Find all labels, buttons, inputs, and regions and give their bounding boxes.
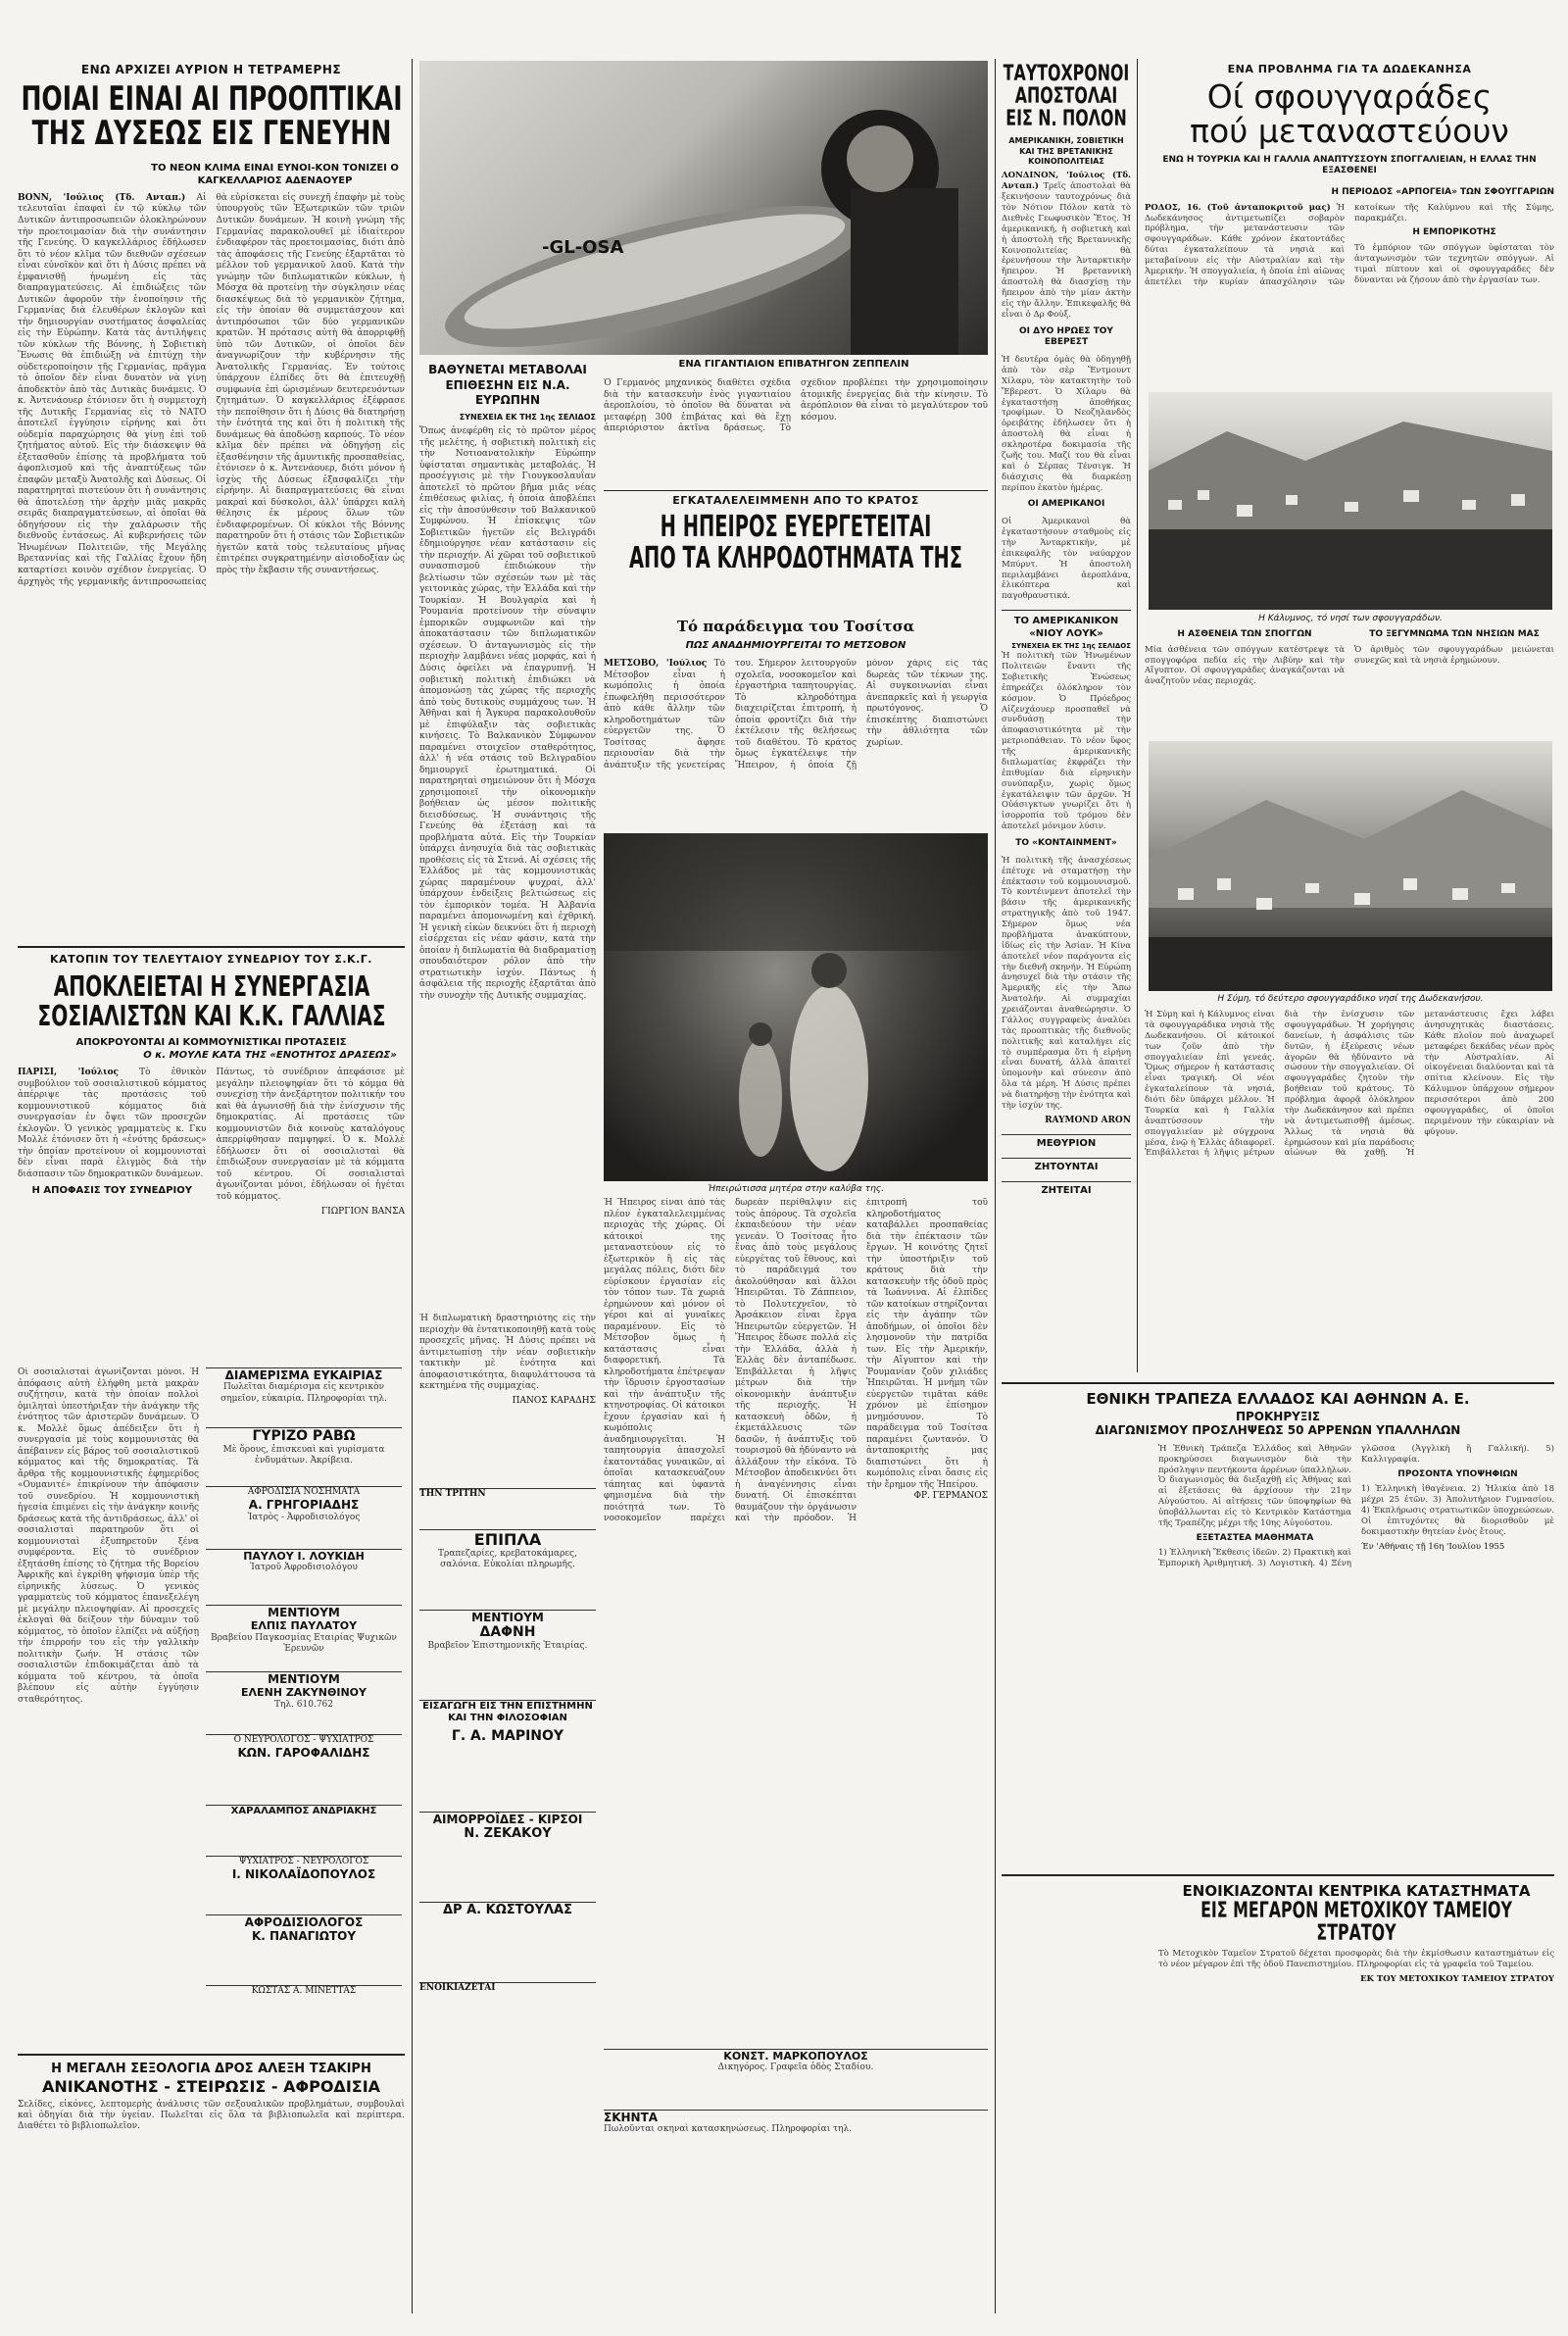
headline-line: Οί σφουγγαράδες xyxy=(1206,77,1493,117)
article-kicker: ΚΑΤΟΠΙΝ ΤΟΥ ΤΕΛΕΥΤΑΙΟΥ ΣΥΝΕΔΡΙΟΥ ΤΟΥ Σ.Κ.Γ. xyxy=(50,953,372,966)
article-subheadline: Ο κ. ΜΟΥΛΕ ΚΑΤΑ ΤΗΣ «ΕΝΟΤΗΤΟΣ ΔΡΑΣΕΩΣ» xyxy=(143,1050,397,1062)
dateline: ΡΟΔΟΣ, 16. (Τοῦ ἀνταποκριτοῦ μας) xyxy=(1145,202,1331,213)
article-zeppelin xyxy=(604,378,988,486)
notice-footer: Έν 'Αθήναις τῇ 16η 'Ιουλίου 1955 xyxy=(1361,1541,1505,1552)
article-sponge-final xyxy=(1145,1010,1554,1314)
body-text: Αἱ τελευταῖαι ἐπαφαὶ ἐν τῷ κύκλῳ τῶν Δυτικῶν ἀντιπροσωπειῶν ὁλοκληρώνουν τὴν προετοιμασίαν διὰ τὴν συνάντησιν τῆς Γενεύης. Ὁ καγκελλάριος ἐδήλωσεν ὅτι τὸ νέον κλῖμα τῶν διεθνῶν σχέσεων εἶναι εὐνοϊκὸν καὶ ὅτι ἡ Δύσις πρέπει νὰ ἐμφανισθῇ ἡνωμένη εἰς τὰς διαπραγματεύσεις. Αἱ ἐπιδιώξεις τῶν Δυτικῶν ἀφοροῦν τὴν ἑνοποίησιν τῆς Γερμανίας διὰ ἐλευθέρων ἐκλογῶν καὶ τὴν δημιουργίαν συστήματος ἀσφαλείας εἰς τὴν Εὐρώπην. Κατὰ τὰς ἀντιλήψεις τῶν κύκλων τῆς Βόννης, ἡ Σοβιετικὴ Ἕνωσις θὰ ἐπιδιώξῃ νὰ ἐπιτύχῃ τὴν οὐδετεροποίησιν τῆς Γερμανίας, πρᾶγμα τὸ ὁποῖον δὲν εἶναι δυνατὸν νὰ γίνῃ ἀποδεκτὸν ἀπὸ τὰς Δυτικὰς δυνάμεις. Ὁ κ. Ἀντενάουερ ἐτόνισεν ὅτι ἡ συμμετοχὴ τῆς Δυτικῆς Γερμανίας εἰς τὸ ΝΑΤΟ ἀποτελεῖ ἐγγύησιν εἰρήνης καὶ ὅτι οὐδεμία παραχώρησις θὰ γίνῃ ἐπὶ τοῦ ζητήματος αὐτοῦ. Εἰς τὴν διάσκεψιν θὰ ἐξετασθοῦν ἐπίσης τὰ προβλήματα τοῦ ἀφοπλισμοῦ καὶ τῆς ἀναπτύξεως τῶν ἐπαφῶν μεταξὺ Ἀνατολῆς καὶ Δύσεως. Οἱ παρατηρηταὶ πιστεύουν ὅτι ἡ συνάντησις θὰ ἀποτελέσῃ τὴν ἀρχὴν μιᾶς μακρᾶς σειρᾶς διαπραγματεύσεων, αἱ ὁποῖαι θὰ ὁδηγήσουν εἰς τὴν χαλάρωσιν τῆς διεθνοῦς ἐντάσεως. Αἱ κυβερνήσεις τῶν Ἡνωμένων Πολιτειῶν, τῆς Μεγάλης Βρεταννίας καὶ τῆς Γαλλίας ἔχουν ἤδη καταρτίσει κοινὸν σχέδιον ἐνεργείας. Ὁ ἀρχηγὸς τῆς γερμανικῆς ἀντιπροσωπείας θὰ εὑρίσκεται εἰς συνεχῆ ἐπαφὴν μὲ τοὺς ὑπουργοὺς τῶν Ἐξωτερικῶν τῶν τριῶν Δυτικῶν δυνάμεων. Ἡ κοινὴ γνώμη τῆς Γερμανίας παρακολουθεῖ μὲ ἰδιαίτερον ἐνδιαφέρον τὰς προετοιμασίας, διότι ἀπὸ τὰς ἀποφάσεις τῆς Γενεύης ἐξαρτᾶται τὸ μέλλον τοῦ γερμανικοῦ λαοῦ. Κατὰ τὴν γνώμην τῶν διπλωματικῶν κύκλων, ἡ Μόσχα θὰ προτείνῃ τὴν σύγκλησιν νέας διασκέψεως διὰ τὸ γερμανικὸν ζήτημα, εἰς τὴν ὁποίαν θὰ συμμετάσχουν καὶ ἀντιπρόσωποι τῶν δύο γερμανικῶν κρατῶν. Ἡ πρότασις αὐτὴ θὰ ἀπορριφθῇ ὑπὸ τῶν Δυτικῶν, οἱ ὁποῖοι δὲν ἀναγνωρίζουν τὴν κυβέρνησιν τῆς Ἀνατολικῆς Γερμανίας. Ἐν τούτοις ὑπάρχουν ἐλπίδες ὅτι θὰ ἐπιτευχθῇ συμφωνία ἐπὶ ὡρισμένων δευτερευόντων ζητημάτων. Ὁ καγκελλάριος ἐξέφρασε τὴν πεποίθησιν ὅτι ἡ Δύσις θὰ διατηρήσῃ τὴν ἑνότητά της καὶ ὅτι ἡ πολιτικὴ τῆς δυνάμεως θὰ ἀποδώσῃ καρπούς. Τὸ νέον κλῖμα δὲν πρέπει νὰ ὁδηγήσῃ εἰς ἐξασθένησιν τῆς ἀμυντικῆς προσπαθείας, ἐτόνισεν ὁ κ. Ἀντενάουερ, διότι μόνον ἡ ἰσχὺς τῆς Δύσεως ἐξασφαλίζει τὴν εἰρήνην. Αἱ διαπραγματεύσεις θὰ εἶναι μακραὶ καὶ δύσκολοι, ἀλλ' ὑπάρχει καλὴ θέλησις ἐκ μέρους ὅλων τῶν ἐνδιαφερομένων. Οἱ κύκλοι τῆς Βόννης παρατηροῦν ὅτι ἡ στάσις τῶν Σοβιετικῶν ἡγετῶν κατὰ τοὺς τελευταίους μῆνας ἐπιτρέπει συγκρατημένην αἰσιοδοξίαν ὡς πρὸς τὴν ἔκβασιν τῆς συναντήσεως. xyxy=(18,192,405,587)
section-divider xyxy=(18,946,405,948)
ad-text: Τηλ. 610.762 xyxy=(273,1699,334,1710)
notice-body xyxy=(1158,1949,1554,1985)
ad-mentium-zakynthinou xyxy=(206,1671,402,1733)
ad-zekakou xyxy=(419,1812,596,1901)
ad-loukidis xyxy=(206,1549,402,1604)
ad-title: ΕΠΙΠΛΑ xyxy=(473,1530,542,1549)
body-text: Ὁ Γερμανὸς μηχανικὸς διαθέτει σχέδια διὰ τὴν κατασκευὴν ἑνὸς γιγαντιαίου ἀεροπλοίου, τὸ ὁποῖον θὰ δύναται νὰ μεταφέρῃ 300 ἐπιβάτας καὶ θὰ ἔχῃ ἀπεριόριστον ἀκτῖνα δράσεως. Τὸ σχέδιον προβλέπει τὴν χρησιμοποίησιν ἀτομικῆς ἐνεργείας διὰ τὴν κίνησιν. Τὸ ἀερόπλοιον θὰ εἶναι τὸ μεγαλύτερον τοῦ κόσμου. xyxy=(604,378,988,434)
signature: ΦΡ. ΓΕΡΜΑΝΟΣ xyxy=(913,1491,988,1502)
ad-title: ΑΦΡΟΔΙΣΙΟΛΟΓΟΣ xyxy=(244,1915,364,1929)
photo-kalymnos xyxy=(1149,392,1552,610)
body-text: Μία ἀσθένεια τῶν σπόγγων κατέστρεψε τὰ σπογγοφόρα πεδία εἰς τὴν Λιβύην καὶ τὴν Αἴγυπτον. Οἱ σφουγγαράδες ἀναγκάζονται νὰ ἀναζητοῦν νέας περιοχάς. xyxy=(1145,644,1345,687)
body-text: 1) Ἑλληνικὴ ἰθαγένεια. 2) Ἡλικία ἀπὸ 18 μέχρι 25 ἐτῶν. 3) Ἀπολυτήριον Γυμνασίου. 4) Ἐκπλήρωσις στρατιωτικῶν ὑποχρεώσεων. Οἱ ἐπιτυχόντες θὰ διορισθοῦν μὲ δοκιμαστικὴν θητείαν ἑνὸς ἔτους. xyxy=(1361,1484,1554,1537)
headline-line: ΕΙΣ Ν. ΠΟΛΟΝ xyxy=(1005,107,1127,132)
section-heading: ΕΞΕΤΑΣΤΕΑ ΜΑΘΗΜΑΤΑ xyxy=(1196,1532,1314,1543)
article-subheadline: ΠΩΣ ΑΝΑΔΗΜΙΟΥΡΓΕΙΤΑΙ ΤΟ ΜΕΤΣΟΒΟΝ xyxy=(685,640,906,651)
article-subheadline: ΑΠΟΚΡΟΥΟΝΤΑΙ ΑΙ ΚΟΜΜΟΥΝΙΣΤΙΚΑΙ ΠΡΟΤΑΣΕΙΣ xyxy=(75,1037,347,1049)
article-body xyxy=(18,193,405,919)
ad-title: ΕΝΟΙΚΙΑΖΕΤΑΙ xyxy=(419,1983,496,1993)
body-text: Τὸ ἐμπόριον τῶν σπόγγων ὑφίσταται τὸν ἀνταγωνισμὸν τῶν τεχνητῶν σπόγγων. Αἱ τιμαὶ πίπτουν καὶ οἱ σφουγγαράδες δὲν δύνανται νὰ ζήσουν ἀπὸ τὴν ἐργασίαν των. xyxy=(1354,243,1554,285)
ad-name: ΚΟΝΣΤ. ΜΑΡΚΟΠΟΥΛΟΣ xyxy=(723,2050,868,2063)
photo-town xyxy=(1149,741,1552,991)
headline-line: ΣΟΣΙΑΛΙΣΤΩΝ ΚΑΙ Κ.Κ. ΓΑΛΛΙΑΣ xyxy=(37,999,386,1032)
notice-body xyxy=(1158,1444,1554,1846)
ad-minettas xyxy=(206,1985,402,2035)
ad-text: Τραπεζαρίες, κρεβατοκάμαρες, σαλόνια. Εὐκολίαι πληρωμῆς. xyxy=(438,1549,577,1570)
ad-name: Α. ΓΡΗΓΟΡΙΑΔΗΣ xyxy=(248,1498,360,1513)
photo-harbor xyxy=(1149,392,1552,610)
ad-title: ΨΥΧΙΑΤΡΟΣ - ΝΕΥΡΟΛΟΓΟΣ xyxy=(238,1857,369,1866)
ad-panagiotou xyxy=(206,1914,402,1984)
body-text: Ἡ Σύμη καὶ ἡ Κάλυμνος εἶναι τὰ σφουγγαράδικα νησιὰ τῆς Δωδεκανήσου. Οἱ κάτοικοί των ζοῦν ἀπὸ τὴν σπογγαλιείαν ἐπὶ γενεάς. Ὅμως σήμερον ἡ κατάστασις εἶναι τραγική. Οἱ νέοι ἐγκαταλείπουν τὰ νησιά, διότι δὲν ὑπάρχει μέλλον. Ἡ Τουρκία καὶ ἡ Γαλλία ἀναπτύσσουν τὴν σπογγαλιείαν μὲ σύγχρονα μέσα, ἐνῷ ἡ Ἑλλὰς ἀδιαφορεῖ. Ἐπιβάλλεται ἡ λῆψις μέτρων διὰ τὴν ἐνίσχυσιν τῶν σφουγγαράδων. Ἡ χορήγησις δανείων, ἡ ἀσφάλισις τῶν δυτῶν, ἡ ἐξεύρεσις νέων ἀγορῶν θὰ ἠδύναντο νὰ σώσουν τὴν σπογγαλιείαν. Οἱ σφουγγαράδες ζητοῦν τὴν βοήθειαν τοῦ κράτους. Τὸ πρόβλημα ἀφορᾷ ὁλόκληρον τὴν Δωδεκάνησον καὶ πρέπει νὰ ἀντιμετωπισθῇ ἀμέσως. Ἄλλως τὰ νησιὰ θὰ ἐρημώσουν καὶ μία παράδοσις αἰώνων θὰ χαθῇ. Ἡ μετανάστευσις ἔχει λάβει ἀνησυχητικὰς διαστάσεις. Κάθε πλοῖον ποὺ ἀναχωρεῖ μεταφέρει δεκάδας νέων πρὸς τὴν Αὐστραλίαν. Αἱ οἰκογένειαι διαλύονται καὶ τὰ σπίτια κλείνουν. Εἰς τὴν Κάλυμνον ὑπάρχουν σήμερον περισσότεροι ἀπὸ 200 σφουγγαράδες, οἱ ὁποῖοι περιμένουν τὴν εὐκαιρίαν νὰ φύγουν. xyxy=(1145,1010,1554,1159)
section-heading: ΤΟ «ΚΟΝΤΑΙΝΜΕΝΤ» xyxy=(1015,838,1117,849)
ad-garofalidis xyxy=(206,1734,402,1804)
ad-apartment xyxy=(206,1367,402,1425)
signature: ΓΙΩΡΓΙΟΝ ΒΑΝΣΑ xyxy=(320,1207,405,1218)
ad-skinta xyxy=(604,2110,988,2169)
ad-title: ΑΙΜΟΡΡΟΪΔΕΣ - ΚΙΡΣΟΙ xyxy=(432,1813,583,1826)
ad-subtitle: ΑΝΙΚΑΝΟΤΗΣ - ΣΤΕΙΡΩΣΙΣ - ΑΦΡΟΔΙΣΙΑ xyxy=(41,2076,381,2096)
article-sponge-cont xyxy=(1145,629,1554,737)
headline-line: Η ΗΠΕΙΡΟΣ ΕΥΕΡΓΕΤΕΙΤΑΙ xyxy=(660,510,932,545)
notice-footer: ΕΚ ΤΟΥ ΜΕΤΟΧΙΚΟΥ ΤΑΜΕΙΟΥ ΣΤΡΑΤΟΥ xyxy=(1360,1973,1554,1984)
section-heading: Η ΑΣΘΕΝΕΙΑ ΤΩΝ ΣΠΟΓΓΩΝ xyxy=(1177,629,1312,639)
body-text: Ἡ Ἐθνικὴ Τράπεζα Ἑλλάδος καὶ Ἀθηνῶν προκηρύσσει διαγωνισμὸν διὰ τὴν πρόσληψιν πεντήκοντα ἀρρένων ὑπαλλήλων. Ὁ διαγωνισμὸς θὰ διεξαχθῇ εἰς Ἀθήνας καὶ αἱ ἐξετάσεις θὰ ἀρχίσουν τὴν 21ην Αὐγούστου. Αἱ αἰτήσεις τῶν ὑποψηφίων θὰ ὑποβάλλωνται εἰς τὸ Κεντρικὸν Κατάστημα τῆς Τραπέζης μέχρι τῆς 10ης Αὐγούστου. xyxy=(1158,1443,1351,1528)
body-text: Τὸ Μέτσοβον εἶναι ἡ κωμόπολις ἡ ὁποία ἐπωφελήθη περισσότερον ἀπὸ κάθε ἄλλην τῶν κληροδοτημάτων τῶν εὐεργετῶν της. Ὁ Τοσίτσας ἄφησε περιουσίαν διὰ τὴν ἀνάπτυξιν τῆς γενετείρας του. Σήμερον λειτουργοῦν σχολεῖα, νοσοκομεῖον καὶ ἐργαστήρια ταπητουργίας. Τὸ κληροδότημα διαχειρίζεται ἐπιτροπή, ἡ ὁποία φροντίζει διὰ τὴν ἐκτέλεσιν τῆς θελήσεως τοῦ διαθέτου. Τὸ κράτος ὅμως ἐγκατέλειψε τὴν Ἤπειρον, ἡ ὁποία ζῇ μόνον χάρις εἰς τὰς δωρεὰς τῶν τέκνων της. Αἱ συγκοινωνίαι εἶναι ἀνεπαρκεῖς καὶ ἡ γεωργία πρωτόγονος. Ὁ ἐπισκέπτης διαπιστώνει τὴν ἀθλιότητα τῶν χωρίων. xyxy=(604,659,988,770)
headline-line: ΑΠΟΣΤΟΛΑΙ xyxy=(1014,84,1118,110)
ad-name: ΠΑΥΛΟΥ Ι. ΛΟΥΚΙΔΗ xyxy=(243,1550,365,1563)
notice-army-fund xyxy=(1002,1874,1554,2049)
signature: RAYMOND ARON xyxy=(1045,1115,1131,1125)
body-text: Τὸ Μετοχικὸν Ταμεῖον Στρατοῦ δέχεται προσφορὰς διὰ τὴν ἐκμίσθωσιν καταστημάτων εἰς τὸ νέον μέγαρον ἐπὶ τῆς ὁδοῦ Πανεπιστημίου. Πληροφορίαι εἰς τὰ γραφεῖα τοῦ Ταμείου. xyxy=(1158,1949,1554,1970)
section-heading: ΠΡΟΣΟΝΤΑ ΥΠΟΨΗΦΙΩΝ xyxy=(1397,1468,1518,1479)
section-heading: Η ΕΜΠΟΡΙΚΟΤΗΣ xyxy=(1412,227,1496,238)
article-subheadline: ΕΝΩ Η ΤΟΥΡΚΙΑ ΚΑΙ Η ΓΑΛΛΙΑ ΑΝΑΠΤΥΣΣΟΥΝ ΣΠΟΓΓΑΛΙΕΙΑΝ, Η ΕΛΛΑΣ ΤΗΝ ΕΞΑΣΘΕΝΕΙ xyxy=(1162,154,1537,176)
photo-caption: ΕΝΑ ΓΙΓΑΝΤΙΑΙΟΝ ΕΠΙΒΑΤΗΓΟΝ ΖΕΠΠΕΛΙΝ xyxy=(678,359,909,370)
article-epirus-cont xyxy=(604,1198,988,2041)
ad-text: Βραβεῖον Ἐπιστημονικῆς Ἑταιρίας. xyxy=(427,1641,588,1652)
article-body xyxy=(1002,171,1131,1197)
article-body xyxy=(1145,203,1554,374)
ad-mentium-dafni xyxy=(419,1610,596,1699)
ad-andriakis xyxy=(206,1805,402,1855)
column-rule xyxy=(412,59,413,2313)
body-text: Ἡ Ἤπειρος εἶναι ἀπὸ τὰς πλέον ἐγκαταλελειμμένας περιοχὰς τῆς χώρας. Οἱ κάτοικοί της μεταναστεύουν εἰς τὸ ἐξωτερικὸν ἢ εἰς τὰς μεγάλας πόλεις, διότι δὲν εὑρίσκουν ἐργασίαν εἰς τὸν τόπον των. Τὰ χωριὰ ἐρημώνουν καὶ μόνον οἱ γέροι καὶ αἱ γυναῖκες παραμένουν. Εἰς τὸ Μέτσοβον ὅμως ἡ κατάστασις εἶναι διαφορετική. Τὰ κληροδοτήματα ἐπέτρεψαν τὴν ἵδρυσιν ἐργοστασίων καὶ τὴν ἀνάπτυξιν τῆς κτηνοτροφίας. Οἱ κάτοικοι ἔχουν ἐργασίαν καὶ ἡ κωμόπολις ἀναδημιουργεῖται. Ἡ ταπητουργία ἀπασχολεῖ ἑκατοντάδας γυναικῶν, αἱ ὁποῖαι κατασκευάζουν τάπητας καὶ ὑφαντὰ φημισμένα διὰ τὴν ποιότητά των. Τὸ νοσοκομεῖον παρέχει δωρεὰν περίθαλψιν εἰς τοὺς ἀπόρους. Τὰ σχολεῖα ἐκπαιδεύουν τὴν νέαν γενεάν. Ὁ Τοσίτσας ἦτο ἕνας ἀπὸ τοὺς μεγάλους εὐεργέτας τοῦ ἔθνους, καὶ τὸ παράδειγμά του ἀκολούθησαν καὶ ἄλλοι Ἠπειρῶται. Τὸ Ζάππειον, τὸ Πολυτεχνεῖον, τὸ Ἀρσάκειον εἶναι ἔργα Ἠπειρωτῶν εὐεργετῶν. Ἡ Ἤπειρος ἔδωσε πολλά εἰς τὴν Ἑλλάδα, ἀλλὰ ἡ Ἑλλὰς δὲν ἀνταπέδωσε. Ἐπιβάλλεται ἡ λῆψις μέτρων διὰ τὴν οἰκονομικὴν ἀνάπτυξιν τῆς περιοχῆς. Ἡ κατασκευὴ ὁδῶν, ἡ ἐκμετάλλευσις τῶν δασῶν, ἡ ἀνάπτυξις τοῦ τουρισμοῦ θὰ ἠδύναντο νὰ ἀλλάξουν τὴν εἰκόνα. Τὸ Μέτσοβον ἀποδεικνύει ὅτι ἡ ἀναγέννησις εἶναι δυνατή. Οἱ ἐπισκέπται θαυμάζουν τὴν ὀργάνωσιν καὶ τὴν πρόοδον. Ἡ ἐπιτροπὴ τοῦ κληροδοτήματος καταβάλλει προσπαθείας διὰ τὴν ἐπέκτασιν τῶν ἔργων. Ἡ κοινότης ζητεῖ τὴν ὑποστήριξιν τοῦ κράτους διὰ τὴν κατασκευὴν τῆς ὁδοῦ πρὸς τὰ Ἰωάννινα. Αἱ ἐλπίδες τῶν κατοίκων στηρίζονται εἰς τὴν ἀγάπην τῶν ἀποδήμων, οἱ ὁποῖοι δὲν λησμονοῦν τὴν πατρίδα των. Εἰς τὴν Ἀμερικήν, τὴν Αἴγυπτον καὶ τὴν Ῥουμανίαν ζοῦν χιλιάδες Ἠπειρῶται. Ἡ μνήμη τῶν εὐεργετῶν τιμᾶται κάθε χρόνον μὲ ἐπίσημον μνημόσυνον. Τὸ παράδειγμα τοῦ Τοσίτσα παραμένει ζωντανόν. Ὁ ἀνταποκριτὴς μας διαπιστώνει ὅτι ἡ κωμόπολις εἶναι ὄασις εἰς τὴν ἔρημον τῆς Ἠπείρου. xyxy=(604,1198,988,1524)
ad-title: ΜΕΝΤΙΟΥΜ xyxy=(268,1606,340,1619)
ad-epipla xyxy=(419,1529,596,1609)
body-text: Ἡ πολιτικὴ τῶν Ἡνωμένων Πολιτειῶν ἔναντι τῆς Σοβιετικῆς Ἑνώσεως ἐπηρεάζει ὁλόκληρον τὸν κόσμον. Ὁ Πρόεδρος Αἰζενχάουερ προσπαθεῖ νὰ συνδυάσῃ τὴν ἀποφασιστικότητα μὲ τὴν μετριοπάθειαν. Τὸ νέον ὕφος τῆς ἀμερικανικῆς διπλωματίας ἐκφράζει τὴν ἐπιθυμίαν διὰ εἰρηνικὴν συνύπαρξιν, χωρὶς ὅμως ἐγκατάλειψιν τῶν ἀρχῶν. Ἡ Οὐάσιγκτων γνωρίζει ὅτι ἡ ἰσορροπία τοῦ τρόμου δὲν ἀποτελεῖ μόνιμον λύσιν. xyxy=(1002,651,1131,832)
zeppelin-illustration xyxy=(419,61,988,355)
section-heading: ΤΟ ΑΜΕΡΙΚΑΝΙΚΟΝ «ΝΙΟΥ ΛΟΥΚ» xyxy=(1002,610,1131,640)
ad-text: Σελίδες, εἰκόνες, λεπτομερὴς ἀνάλυσις τῶν σεξουαλικῶν προβλημάτων, συμβουλαὶ καὶ ὁδηγίαι διὰ τὴν ὑγείαν. Πωλεῖται εἰς ὅλα τὰ βιβλιοπωλεῖα καὶ περίπτερα. Διαθέτει τὸ βιβλιοπωλεῖον. xyxy=(18,2099,405,2132)
article-ne-europe-cont xyxy=(419,1314,596,1485)
signature: ΠΑΝΟΣ ΚΑΡΑΔΗΣ xyxy=(512,1395,596,1406)
ad-name: Κ. ΠΑΝΑΓΙΩΤΟΥ xyxy=(251,1929,357,1944)
ad-gyrizo xyxy=(206,1427,402,1485)
ad-text: Πωλοῦνται σκηναὶ κατασκηνώσεως. Πληροφορίαι τηλ. xyxy=(604,2124,853,2135)
notice-national-bank xyxy=(1002,1382,1554,1874)
ad-kostoulas xyxy=(419,1902,596,1981)
section-heading: Η ΠΕΡΙΟΔΟΣ «ΑΡΠΟΓΕΙΑ» ΤΩΝ ΣΦΟΥΓΓΑΡΙΩΝ xyxy=(1331,186,1554,197)
ad-title: ΖΗΤΕΙΤΑΙ xyxy=(1002,1181,1131,1197)
ad-name: Ι. ΝΙΚΟΛΑΪΔΟΠΟΥΛΟΣ xyxy=(231,1867,376,1882)
photo-caption: Ήπειρώτισσα μητέρα στην καλύβα της. xyxy=(708,1184,884,1194)
notice-subtitle: ΠΡΟΚΗΡΥΞΙΣ xyxy=(1235,1410,1321,1423)
dateline: ΜΕΤΣΟΒΟ, 'Ιούλιος xyxy=(604,659,708,669)
continued-label: ΣΥΝΕΧΕΙΑ ΕΚ ΤΗΣ 1ης ΣΕΛΙΔΟΣ xyxy=(1011,642,1131,651)
headline-line: ΑΠΟ ΤΑ ΚΛΗΡΟΔΟΤΗΜΑΤΑ ΤΗΣ xyxy=(628,540,963,575)
ad-grigoriadis xyxy=(206,1486,402,1548)
ad-title: ΜΕΝΤΙΟΥΜ xyxy=(471,1611,544,1624)
ad-name: ΚΩΝ. ΓΑΡΟΦΑΛΙΔΗΣ xyxy=(237,1746,370,1761)
column-rule xyxy=(1137,59,1138,1372)
dateline: ΒΟΝΝ, 'Ιούλιος (Τδ. Ανταπ.) xyxy=(18,192,186,203)
ad-text: Μὲ ὅρους, ἐπισκευαὶ καὶ γυρίσματα ἐνδυμάτων. Ἀκρίβεια. xyxy=(222,1444,385,1466)
article-body xyxy=(604,659,988,830)
ad-markopoulos xyxy=(604,2049,988,2109)
ad-nikolaidopoulos xyxy=(206,1856,402,1914)
body-text: Ἡ διπλωματικὴ δραστηριότης εἰς τὴν περιοχὴν θὰ ἐντατικοποιηθῇ κατὰ τοὺς προσεχεῖς μῆνας. Ἡ Δύσις πρέπει νὰ ἀντιμετωπίσῃ τὴν νέαν σοβιετικὴν τακτικὴν μὲ ἑνότητα καὶ ἀποφασιστικότητα, διαφυλάττουσα τὰ κεκτημένα τῆς συμμαχίας. xyxy=(419,1314,596,1392)
section-divider xyxy=(604,490,988,491)
ad-title: ΖΗΤΟΥΝΤΑΙ xyxy=(1002,1158,1131,1173)
ad-name: ΧΑΡΑΛΑΜΠΟΣ ΑΝΔΡΙΑΚΗΣ xyxy=(230,1806,377,1816)
ad-tritin xyxy=(419,1488,596,1528)
article-body xyxy=(419,426,596,1309)
article-headline xyxy=(1002,63,1131,130)
article-headline xyxy=(24,972,400,1030)
ad-sexology xyxy=(18,2054,405,2173)
article-headline: ΒΑΘΥΝΕΤΑΙ ΜΕΤΑΒΟΛΑΙ ΕΠΙΘΕΣΗΝ ΕΙΣ Ν.Α. ΕΥΡΩΠΗΝ xyxy=(428,363,587,408)
ad-text: Ἰατρὸς - Ἀφροδισιολόγος xyxy=(247,1512,361,1522)
notice-subtitle: ΔΙΑΓΩΝΙΣΜΟΥ ΠΡΟΣΛΗΨΕΩΣ 50 ΑΡΡΕΝΩΝ ΥΠΑΛΛΗΛΩΝ xyxy=(1095,1423,1461,1438)
ad-name: Ν. ΖΕΚΑΚΟΥ xyxy=(464,1826,552,1842)
ad-title: Ο ΝΕΥΡΟΛΟΓΟΣ - ΨΥΧΙΑΤΡΟΣ xyxy=(233,1735,374,1745)
photo-label: -GL-OSA xyxy=(542,237,624,258)
headline-line: ΤΑΥΤΟΧΡΟΝΟΙ xyxy=(1003,63,1130,86)
article-subheadline: ΤΟ ΝΕΟΝ ΚΛΙΜΑ ΕΙΝΑΙ ΕΥΝΟΙ-ΚΟΝ ΤΟΝΙΖΕΙ Ο ΚΑΓΚΕΛΛΑΡΙΟΣ ΑΔΕΝΑΟΥΕΡ xyxy=(151,162,399,186)
ad-text: Βραβείου Παγκοσμίας Εταιρίας Ψυχικῶν Ἐρευνῶν xyxy=(211,1632,397,1654)
article-geneva xyxy=(18,63,405,945)
ad-marinou xyxy=(419,1700,596,1811)
body-text: Τὸ ἐθνικὸν συμβούλιον τοῦ σοσιαλιστικοῦ κόμματος ἀπέρριψε τὰς προτάσεις τοῦ κομμουνιστικοῦ κόμματος διὰ συνεργασίαν ἐν ὄψει τῶν προσεχῶν ἐκλογῶν. Ὁ γενικὸς γραμματεὺς κ. Γκυ Μολλὲ ἐτόνισεν ὅτι ἡ «ἑνότης δράσεως» τὴν ὁποίαν προτείνουν οἱ κομμουνισταὶ δὲν εἶναι παρὰ ἐλιγμὸς διὰ τὴν διάσπασιν τῶν δημοκρατικῶν δυνάμεων. xyxy=(18,1068,207,1179)
body-text: Ἡ πολιτικὴ τῆς ἀνασχέσεως ἐπέτυχε νὰ σταματήσῃ τὴν ἐπέκτασιν τοῦ κομμουνισμοῦ. Τὸ κοντέινμεντ ἀποτελεῖ τὴν βάσιν τῆς ἀμερικανικῆς στρατηγικῆς ἀπὸ τοῦ 1947. Σήμερον ὅμως νέα προβλήματα ἀνακύπτουν, ἰδίως εἰς τὴν Ἀσίαν. Ἡ Κίνα ἀποτελεῖ νέον παράγοντα εἰς τὴν διεθνῆ σκηνήν. Ἡ Εὐρώπη ἀνησυχεῖ διὰ τὴν στάσιν τῆς Ἀμερικῆς εἰς τὴν Ἄπω Ἀνατολήν. Αἱ συμμαχίαι χρειάζονται ἀναθεώρησιν. Ὁ Γάλλος συγγραφεὺς ἀναλύει τὰς προοπτικὰς τῆς διεθνοῦς πολιτικῆς καὶ καταλήγει εἰς τὸ συμπέρασμα ὅτι ἡ εἰρήνη εἶναι δυνατή, ἀλλὰ ἀπαιτεῖ ὑπομονὴν καὶ σύνεσιν ἀπὸ ὅλα τὰ μέρη. Ἡ Δύσις πρέπει νὰ διατηρήσῃ τὴν ἑνότητα καὶ τὴν ἰσχύν της. xyxy=(1002,855,1131,1111)
notice-title: ΕΘΝΙΚΗ ΤΡΑΠΕΖΑ ΕΛΛΑΔΟΣ ΚΑΙ ΑΘΗΝΩΝ Α. Ε. xyxy=(1086,1390,1470,1408)
article-kicker: ΕΝΩ ΑΡΧΙΖΕΙ ΑΥΡΙΟΝ Η ΤΕΤΡΑΜΕΡΗΣ xyxy=(80,63,342,76)
article-subheadline: Τό παράδειγμα του Τοσίτσα xyxy=(676,618,915,635)
headline-line: ΑΠΟΚΛΕΙΕΤΑΙ Η ΣΥΝΕΡΓΑΣΙΑ xyxy=(53,970,370,1004)
article-body xyxy=(1145,629,1554,737)
article-ne-europe xyxy=(419,363,596,1314)
ad-name: Γ. Α. ΜΑΡΙΝΟΥ xyxy=(451,1728,564,1744)
photo-symi xyxy=(1149,741,1552,991)
ad-title: Η ΜΕΓΑΛΗ ΣΕΞΟΛΟΓΙΑ ΔΡΟΣ ΑΛΕΞΗ ΤΣΑΚΙΡΗ xyxy=(51,2062,371,2076)
article-body-lower xyxy=(18,1367,199,2044)
ad-name: ΚΩΣΤΑΣ Α. ΜΙΝΕΤΤΑΣ xyxy=(251,1986,357,1996)
ad-title: ΣΚΗΝΤΑ xyxy=(604,2111,659,2124)
photo-caption: Η Κάλυμνος, τό νησί των σφουγγαράδων. xyxy=(1258,614,1443,623)
photo-epirus-mother xyxy=(604,833,988,1181)
ad-title: ΔΙΑΜΕΡΙΣΜΑ ΕΥΚΑΙΡΙΑΣ xyxy=(224,1368,383,1382)
ad-text: Πωλεῖται διαμέρισμα εἰς κεντρικὸν σημεῖον, εὐκαιρία. Πληροφορίαι τηλ. xyxy=(220,1382,387,1404)
body-text: Οἱ Ἀμερικανοὶ θὰ ἐγκαταστήσουν σταθμοὺς εἰς τὴν Ἀνταρκτικήν, μὲ ἐπικεφαλῆς τὸν ναύαρχον Μπύρντ. Ἡ ἀποστολὴ περιλαμβάνει ἀεροπλάνα, ἑλικόπτερα καὶ παγοθραυστικά. xyxy=(1002,517,1131,602)
ad-name: ΕΛΠΙΣ ΠΑΥΛΑΤΟΥ xyxy=(250,1619,358,1633)
column-rule xyxy=(995,59,996,2313)
photo-figures xyxy=(604,833,988,1181)
ad-title: ΓΥΡΙΖΟ ΡΑΒΩ xyxy=(252,1428,356,1444)
photo-zeppelin xyxy=(419,61,988,355)
ad-name: ΕΛΕΝΗ ΖΑΚΥΝΘΙΝΟΥ xyxy=(241,1686,367,1700)
ad-text: Δικηγόρος. Γραφεῖα ὁδὸς Σταδίου. xyxy=(717,2063,874,2073)
body-text: Ἡ Δωδεκάνησος ἀντιμετωπίζει σοβαρὸν πρόβλημα, τὴν μετανάστευσιν τῶν σφουγγαράδων. Κάθε χρόνον ἑκατοντάδες δύται ἐγκαταλείπουν τὰ νησιὰ καὶ μεταβαίνουν εἰς τὴν Αὐστραλίαν καὶ τὴν Ἀμερικήν. Ἡ σπογγαλιεία, ἡ ὁποία ἐπὶ αἰῶνας ἀπετέλει τὴν κυρίαν ἀπασχόλησιν τῶν κατοίκων τῆς Καλύμνου καὶ τῆς Σύμης, παρακμάζει. xyxy=(1145,202,1554,287)
ad-title: ΜΕΝΤΙΟΥΜ xyxy=(268,1672,340,1686)
article-headline xyxy=(1145,77,1554,150)
ad-title: ΤΗΝ ΤΡΙΤΗΝ xyxy=(419,1489,486,1499)
ad-mentium-pavlatou xyxy=(206,1605,402,1670)
headline-line: πού μεταναστεύουν xyxy=(1190,111,1509,150)
body-text: Ὅπως ἀνεφέρθη εἰς τὸ πρῶτον μέρος τῆς μελέτης, ἡ σοβιετικὴ πολιτικὴ εἰς τὴν Νοτιοανατολικὴν Εὐρώπην ὑφίσταται σημαντικὰς μεταβολάς. Ἡ προσέγγισις μὲ τὴν Γιουγκοσλαυΐαν ἀποτελεῖ τὸ πρῶτον βῆμα μιᾶς νέας ἐπιθέσεως φιλίας, ἡ ὁποία ἀποβλέπει εἰς τὴν ἀποσύνθεσιν τοῦ Βαλκανικοῦ Συμφώνου. Ἡ ἐπίσκεψις τῶν Σοβιετικῶν ἡγετῶν εἰς Βελιγράδι ἐδημιούργησε νέαν κατάστασιν εἰς τὴν περιοχήν. Αἱ χῶραι τοῦ σοβιετικοῦ συνασπισμοῦ ἐπιδιώκουν τὴν βελτίωσιν τῶν σχέσεών των μὲ τὰς γειτονικὰς χώρας, τὴν Ἑλλάδα καὶ τὴν Τουρκίαν. Ἡ Βουλγαρία καὶ ἡ Ῥουμανία προτείνουν τὴν σύναψιν ἐμπορικῶν συμφωνιῶν καὶ τὴν ἀποκατάστασιν τῶν διπλωματικῶν σχέσεων. Ὁ ἀνταγωνισμὸς εἰς τὴν περιοχὴν λαμβάνει νέας μορφάς, καὶ ἡ Δύσις ὀφείλει νὰ ἐπαγρυπνῇ. Ἡ σοβιετικὴ πολιτικὴ ἐπιδιώκει νὰ ἀπομονώσῃ τὰς χώρας τῆς περιοχῆς ἀπὸ τοὺς δυτικοὺς συμμάχους των. Ἡ Ἀθῆναι καὶ ἡ Ἄγκυρα παρακολουθοῦν μὲ ἐπιφύλαξιν τὰς σοβιετικὰς κινήσεις. Τὸ Βαλκανικὸν Σύμφωνον παραμένει στοιχεῖον σταθερότητος, ἀλλ' ἡ νέα στάσις τοῦ Βελιγραδίου δημιουργεῖ ἐρωτηματικά. Οἱ παρατηρηταὶ σημειώνουν ὅτι ἡ Μόσχα χρησιμοποιεῖ τὴν οἰκονομικὴν βοήθειαν ὡς μέσον πολιτικῆς διεισδύσεως. Ἡ συνάντησις τῆς Γενεύης θὰ ἐξετάσῃ καὶ τὰ προβλήματα αὐτά. Εἰς τὴν Τουρκίαν ὑπάρχει ἀνησυχία διὰ τὰς σοβιετικὰς προθέσεις εἰς τὰ Στενά. Αἱ σχέσεις τῆς Ἑλλάδος μὲ τὰς κομμουνιστικὰς χώρας παραμένουν ψυχραί, ἀλλ' ὑπάρχουν ἐνδείξεις βελτιώσεως εἰς τὸν ἐμπορικὸν τομέα. Ἡ Ἀλβανία παραμένει ἀπομονωμένη καὶ ἐχθρική. Ἡ γενικὴ εἰκὼν δεικνύει ὅτι ἡ περιοχὴ εἰσέρχεται εἰς νέαν φάσιν, κατὰ τὴν ὁποίαν ἡ διπλωματία θὰ διαδραματίσῃ σπουδαιότερον ρόλον ἀπὸ τὴν στρατιωτικὴν ἰσχύν. Πάντως ἡ ἀσφάλεια τῆς περιοχῆς ἐξαρτᾶται ἀπὸ τὴν συνοχὴν τῆς Δυτικῆς συμμαχίας. xyxy=(419,426,596,1001)
ad-enoikiazetai xyxy=(419,1982,596,2042)
ad-name: ΔΑΦΝΗ xyxy=(479,1624,536,1641)
photo-caption: Η Σύμη, τό δεύτερο σφουγγαράδικο νησί της Δωδεκανήσου. xyxy=(1217,994,1484,1004)
headline-line: ΠΟΙΑΙ ΕΙΝΑΙ ΑΙ ΠΡΟΟΠΤΙΚΑΙ xyxy=(21,78,403,119)
dateline: ΛΟΝΔΙΝΟΝ, 'Ιούλιος (Τδ. Ανταπ.) xyxy=(1002,171,1131,192)
ad-name: ΔΡ Α. ΚΩΣΤΟΥΛΑΣ xyxy=(443,1903,572,1917)
notice-title: ΕΙΣ ΜΕΓΑΡΟΝ ΜΕΤΟΧΙΚΟΥ ΤΑΜΕΙΟΥ ΣΤΡΑΤΟΥ xyxy=(1200,1899,1512,1947)
ad-title: ΜΕΘΥΡΙΟΝ xyxy=(1002,1134,1131,1150)
article-headline xyxy=(19,78,405,154)
body-text: Οἱ σοσιαλισταὶ ἀγωνίζονται μόνοι. Ἡ ἀπόφασις αὐτὴ ἐλήφθη μετὰ μακρὰν συζήτησιν, κατὰ τὴν ὁποίαν πολλοὶ ὁμιληταὶ ὑπεστήριξαν τὴν ἀνάγκην τῆς ἑνότητος τῶν ἀριστερῶν δυνάμεων. Ὁ κ. Μολλὲ ὅμως ἀπέδειξεν ὅτι ἡ συνεργασία μὲ τοὺς κομμουνιστὰς θὰ ἀπέβαινεν εἰς βάρος τοῦ σοσιαλιστικοῦ κόμματος καὶ τῆς δημοκρατίας. Τὰ ἄρθρα τῆς κομμουνιστικῆς ἐφημερίδος «Ουμανιτέ» ἐπικρίνουν τὴν ἀπόφασιν τοῦ συνεδρίου. Ἡ κομμουνιστικὴ ἡγεσία ἐπιμένει εἰς τὴν ἀνάγκην κοινῆς δράσεως κατὰ τῆς ἀντιδράσεως, ἀλλ' οἱ σοσιαλισταὶ παρατηροῦν ὅτι οἱ κομμουνισταὶ ἐξυπηρετοῦν ξένα συμφέροντα. Εἰς τὸ συνέδριον ἐξητάσθη ἐπίσης τὸ ζήτημα τῆς Βορείου Ἀφρικῆς καὶ ἐγκρίθη ψήφισμα ὑπὲρ τῆς εἰρηνικῆς λύσεως. Ὁ γενικὸς γραμματεὺς τοῦ κόμματος ἐπανεξελέγη μὲ μεγάλην πλειοψηφίαν. Αἱ προσεχεῖς ἐκλογαὶ θὰ δείξουν τὴν δύναμιν τοῦ κόμματος, τὸ ὁποῖον ἐλπίζει νὰ αὐξήσῃ τὴν ἐπιρροήν του εἰς τὴν γαλλικὴν πολιτικὴν ζωήν. Ἡ στάσις τῶν σοσιαλιστῶν ἐπιδοκιμάζεται ἀπὸ τὰ κόμματα τοῦ κέντρου, τὰ ὁποῖα βλέπουν εἰς αὐτὴν ἐγγύησιν σταθερότητος. xyxy=(18,1367,199,1705)
body-text: 1) Ἑλληνικὴ Ἔκθεσις ἰδεῶν. 2) Πρακτικὴ καὶ Ἐμπορικὴ Ἀριθμητική. 3) Λογιστικὴ. 4) Ξένη γλῶσσα (Ἀγγλικὴ ἢ Γαλλική). 5) Καλλιγραφία. xyxy=(1158,1443,1554,1569)
article-kicker: ΕΓΚΑΤΑΛΕΛΕΙΜΜΕΝΗ ΑΠΟ ΤΟ ΚΡΑΤΟΣ xyxy=(672,494,919,507)
body-text: Ὁ ἀριθμὸς τῶν σφουγγαράδων μειώνεται συνεχῶς καὶ τὰ νησιὰ ἐρημώνουν. xyxy=(1354,644,1554,666)
section-heading: ΟΙ ΑΜΕΡΙΚΑΝΟΙ xyxy=(1027,499,1105,510)
notice-title: ΕΝΟΙΚΙΑΖΟΝΤΑΙ ΚΕΝΤΡΙΚΑ ΚΑΤΑΣΤΗΜΑΤΑ xyxy=(1182,1882,1531,1900)
article-headline xyxy=(606,512,987,573)
dateline: ΠΑΡΙΣΙ, 'Ιούλιος xyxy=(18,1068,119,1078)
continued-label: ΣΥΝΕΧΕΙΑ ΕΚ ΤΗΣ 1ης ΣΕΛΙΔΟΣ xyxy=(459,412,596,422)
ad-text: Ἰατροῦ Ἀφροδισιολόγου xyxy=(250,1563,358,1573)
ad-title: ΑΦΡΟΔΙΣΙΑ ΝΟΣΗΜΑΤΑ xyxy=(247,1487,361,1497)
section-heading: ΤΟ ΞΕΓΥΜΝΩΜΑ ΤΩΝ ΝΗΣΙΩΝ ΜΑΣ xyxy=(1369,629,1540,639)
section-heading: ΟΙ ΔΥΟ ΗΡΩΕΣ ΤΟΥ ΕΒΕΡΕΣΤ xyxy=(1019,325,1113,348)
article-kicker: ΕΝΑ ΠΡΟΒΛΗΜΑ ΓΙΑ ΤΑ ΔΩΔΕΚΑΝΗΣΑ xyxy=(1227,63,1472,75)
body-text: Ἡ δευτέρα ὁμὰς θὰ ὁδηγηθῇ ἀπὸ τὸν σὲρ Ἔντμουντ Χίλαρυ, τὸν κατακτητὴν τοῦ Ἔβερεστ. Ὁ Χίλαρυ θὰ ἐγκαταστήσῃ ἀποθήκας τροφίμων. Ὁ Νεοζηλανδὸς ὀρειβάτης ἐδήλωσεν ὅτι ἡ ἀποστολὴ θὰ εἶναι ἡ σκληροτέρα δοκιμασία τῆς ζωῆς του. Μαζί του θὰ εἶναι καὶ ὁ Σέρπας Τένσιγκ. Ἡ διάσχισις θὰ διαρκέσῃ περίπου ἑκατὸν ἡμέρας. xyxy=(1002,355,1131,493)
ad-title: ΕΙΣΑΓΩΓΗ ΕΙΣ ΤΗΝ ΕΠΙΣΤΗΜΗΝ ΚΑΙ ΤΗΝ ΦΙΛΟΣΟΦΙΑΝ xyxy=(422,1701,593,1723)
section-heading: Η ΑΠΟΦΑΣΙΣ ΤΟΥ ΣΥΝΕΔΡΙΟΥ xyxy=(31,1185,192,1197)
article-epirus xyxy=(604,494,988,621)
body-text: Πάντως, τὸ συνέδριον ἀπεφάσισε μὲ μεγάλην πλειοψηφίαν ὅτι τὸ κόμμα θὰ συνεχίσῃ τὴν ἀνεξάρτητον πολιτικήν του καὶ θὰ ἀγωνισθῇ διὰ τὴν ἐνίσχυσιν τῆς δημοκρατίας. Αἱ προτάσεις τῶν κομμουνιστῶν διὰ κοινοὺς καταλόγους ἀπερρίφθησαν παμψηφεί. Ὁ κ. Μολλὲ ἐδήλωσεν ὅτι οἱ σοσιαλισταὶ θὰ ἐπιδιώξουν συνεργασίαν μὲ τὰ κόμματα τοῦ κέντρου. Οἱ σοσιαλισταὶ ἀγωνίζονται μόνοι, ἐδήλωσαν οἱ ἡγέται τοῦ κόμματος. xyxy=(216,1068,405,1202)
body-text: Τρεῖς ἀποστολαὶ θὰ ξεκινήσουν ταυτοχρόνως διὰ τὸν Νότιον Πόλον κατὰ τὸ Διεθνὲς Γεωφυσικὸν Ἔτος. Ἡ ἀμερικανική, ἡ σοβιετικὴ καὶ ἡ ἀποστολὴ τῆς Βρεταννικῆς Κοινοπολιτείας θὰ ἐρευνήσουν τὴν Ἀνταρκτικὴν ἤπειρον. Ἡ βρεταννικὴ ἀποστολὴ θὰ διασχίσῃ τὴν ἤπειρον ἀπὸ τὴν μίαν ἀκτὴν εἰς τὴν ἄλλην. Ἐπικεφαλῆς θὰ εἶναι ὁ Δρ Φοὺξ. xyxy=(1002,181,1131,320)
article-subheadline: ΑΜΕΡΙΚΑΝΙΚΗ, ΣΟΒΙΕΤΙΚΗ ΚΑΙ ΤΗΣ ΒΡΕΤΑΝΙΚΗΣ ΚΟΙΝΟΠΟΛΙΤΕΙΑΣ xyxy=(1008,136,1124,167)
headline-line: ΤΗΣ ΔΥΣΕΩΣ ΕΙΣ ΓΕΝΕΥΗΝ xyxy=(31,114,392,154)
